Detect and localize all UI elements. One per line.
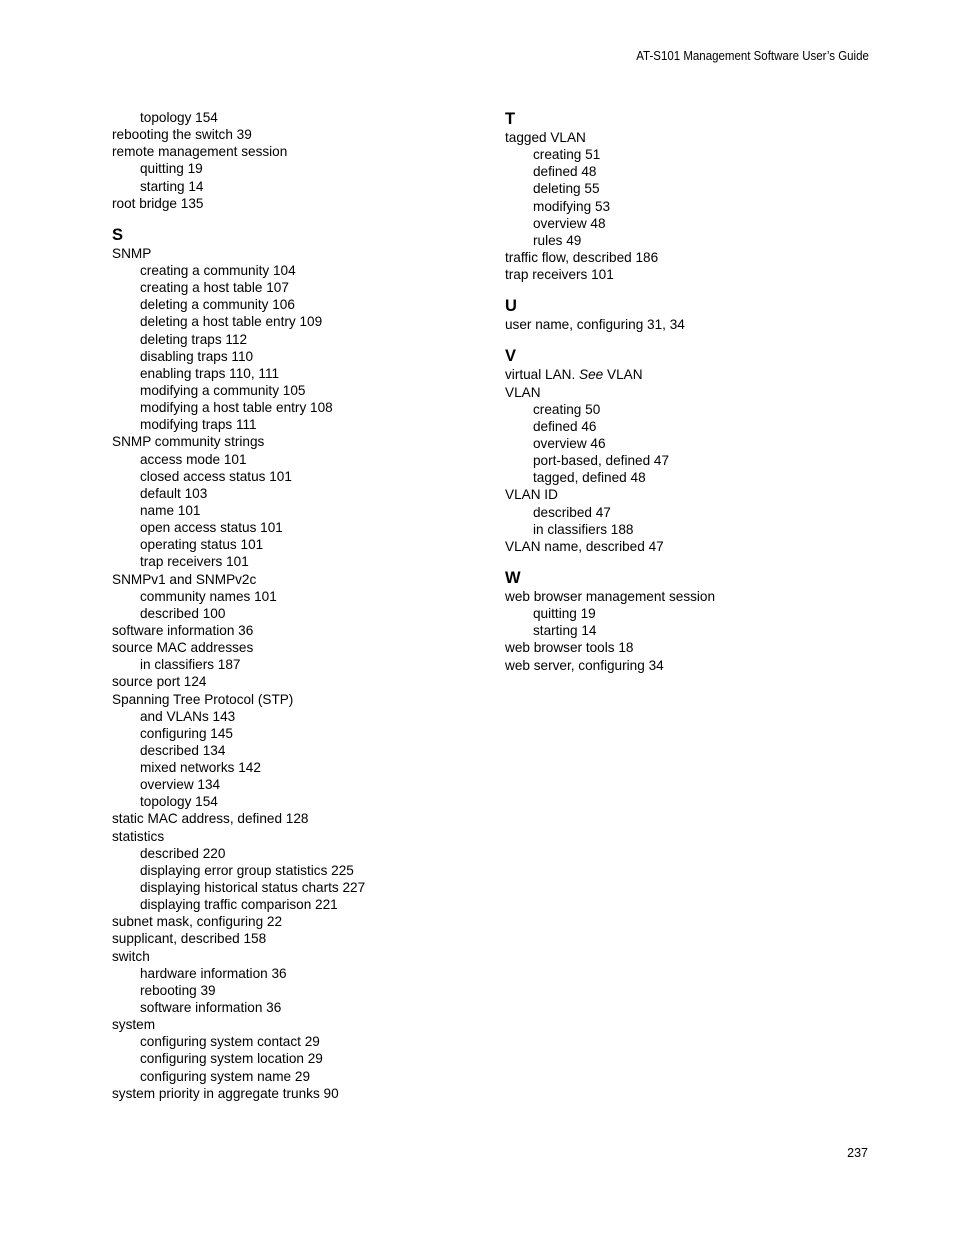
index-subentry: deleting a community 106 xyxy=(140,297,295,313)
index-entry: rebooting the switch 39 xyxy=(112,127,252,143)
index-entry: switch xyxy=(112,948,150,964)
index-entry: supplicant, described 158 xyxy=(112,931,267,947)
index-subentry: hardware information 36 xyxy=(140,965,287,981)
index-list xyxy=(505,384,875,555)
index-letter-s: S xyxy=(112,225,124,244)
index-subentry: trap receivers 101 xyxy=(140,554,249,570)
index-subentry: in classifiers 188 xyxy=(533,521,634,537)
index-subentry: starting 14 xyxy=(140,178,204,194)
index-subentry: default 103 xyxy=(140,485,208,501)
index-entry: tagged VLAN xyxy=(505,130,586,145)
index-subentry: modifying a community 105 xyxy=(140,382,306,398)
index-subentry: starting 14 xyxy=(533,623,597,639)
index-entry: system priority in aggregate trunks 90 xyxy=(112,1085,339,1101)
index-letter-w: W xyxy=(505,568,521,587)
index-entry: static MAC address, defined 128 xyxy=(112,811,309,827)
index-entry: VLAN ID xyxy=(505,487,558,503)
index-entry: Spanning Tree Protocol (STP) xyxy=(112,691,294,707)
index-entry-see-reference xyxy=(505,366,875,383)
index-subentry: rules 49 xyxy=(533,232,582,248)
index-subentry: displaying traffic comparison 221 xyxy=(140,897,338,913)
index-entry: trap receivers 101 xyxy=(505,267,614,283)
index-entry: SNMPv1 and SNMPv2c xyxy=(112,571,257,587)
index-list xyxy=(505,316,875,333)
index-entry: traffic flow, described 186 xyxy=(505,249,659,265)
index-subentry: and VLANs 143 xyxy=(140,708,236,724)
index-entry: statistics xyxy=(112,828,165,844)
index-subentry: described 47 xyxy=(533,504,611,520)
index-entry: source port 124 xyxy=(112,674,207,690)
see-keyword: See xyxy=(579,367,604,383)
index-subentry: creating a community 104 xyxy=(140,262,296,278)
index-subentry: port-based, defined 47 xyxy=(533,453,670,469)
index-subentry: displaying error group statistics 225 xyxy=(140,862,354,878)
index-letter-u: U xyxy=(505,297,517,316)
index-column-right xyxy=(505,109,875,674)
index-subentry: configuring 145 xyxy=(140,725,233,741)
index-subentry: software information 36 xyxy=(140,1000,282,1016)
index-subentry: name 101 xyxy=(140,502,201,518)
index-entry: SNMP community strings xyxy=(112,434,265,450)
index-entry: user name, configuring 31, 34 xyxy=(505,317,685,333)
index-subentry: mixed networks 142 xyxy=(140,760,261,776)
index-entry: subnet mask, configuring 22 xyxy=(112,914,283,930)
index-subentry: quitting 19 xyxy=(140,161,203,177)
index-list xyxy=(505,129,875,283)
index-subentry: deleting a host table entry 109 xyxy=(140,314,323,330)
index-subentry: quitting 19 xyxy=(533,606,596,622)
index-subentry: overview 48 xyxy=(533,215,606,231)
page-number: 237 xyxy=(847,1146,868,1160)
index-subentry: tagged, defined 48 xyxy=(533,470,646,486)
index-column-left xyxy=(112,109,482,1102)
index-subentry: topology 154 xyxy=(140,794,218,810)
index-subentry: displaying historical status charts 227 xyxy=(140,880,366,896)
index-letter-v: V xyxy=(505,347,517,366)
index-subentry: topology 154 xyxy=(140,110,218,125)
index-subentry: creating 50 xyxy=(533,401,601,417)
running-header: AT-S101 Management Software User’s Guide xyxy=(636,49,869,63)
index-subentry: rebooting 39 xyxy=(140,982,216,998)
index-subentry: described 100 xyxy=(140,605,226,621)
index-subentry: configuring system contact 29 xyxy=(140,1034,320,1050)
index-subentry: defined 48 xyxy=(533,164,597,180)
index-entry: system xyxy=(112,1017,156,1033)
index-subentry: enabling traps 110, 111 xyxy=(140,365,280,381)
index-subentry: creating 51 xyxy=(533,147,601,163)
index-list xyxy=(112,109,482,212)
index-entry: root bridge 135 xyxy=(112,195,204,211)
index-letter-t: T xyxy=(505,110,516,128)
index-subentry: deleting traps 112 xyxy=(140,331,248,347)
index-entry: software information 36 xyxy=(112,622,254,638)
index-subentry: overview 46 xyxy=(533,435,606,451)
see-target: VLAN xyxy=(603,367,643,383)
index-subentry: described 134 xyxy=(140,742,226,758)
see-prefix: virtual LAN. xyxy=(505,367,580,383)
index-entry: SNMP xyxy=(112,245,152,261)
index-subentry: configuring system location 29 xyxy=(140,1051,323,1067)
index-entry: remote management session xyxy=(112,144,288,160)
index-subentry: creating a host table 107 xyxy=(140,280,289,296)
index-entry: web browser tools 18 xyxy=(505,640,634,656)
index-subentry: in classifiers 187 xyxy=(140,657,241,673)
index-subentry: closed access status 101 xyxy=(140,468,292,484)
index-subentry: operating status 101 xyxy=(140,537,264,553)
index-subentry: configuring system name 29 xyxy=(140,1068,311,1084)
index-subentry: disabling traps 110 xyxy=(140,348,254,364)
index-subentry: community names 101 xyxy=(140,588,277,604)
index-entry: web server, configuring 34 xyxy=(505,657,664,673)
index-subentry: access mode 101 xyxy=(140,451,247,467)
index-subentry: defined 46 xyxy=(533,418,597,434)
index-subentry: modifying 53 xyxy=(533,198,611,214)
index-entry: VLAN name, described 47 xyxy=(505,538,664,554)
index-subentry: modifying a host table entry 108 xyxy=(140,400,333,416)
index-entry: VLAN xyxy=(505,384,541,400)
index-entry: web browser management session xyxy=(505,588,716,604)
index-subentry: overview 134 xyxy=(140,777,221,793)
index-subentry: open access status 101 xyxy=(140,520,283,536)
index-subentry: deleting 55 xyxy=(533,181,600,197)
index-list xyxy=(505,588,875,674)
index-entry: source MAC addresses xyxy=(112,640,254,656)
index-subentry: described 220 xyxy=(140,845,226,861)
index-subentry: modifying traps 111 xyxy=(140,417,257,433)
index-list xyxy=(112,245,482,1102)
